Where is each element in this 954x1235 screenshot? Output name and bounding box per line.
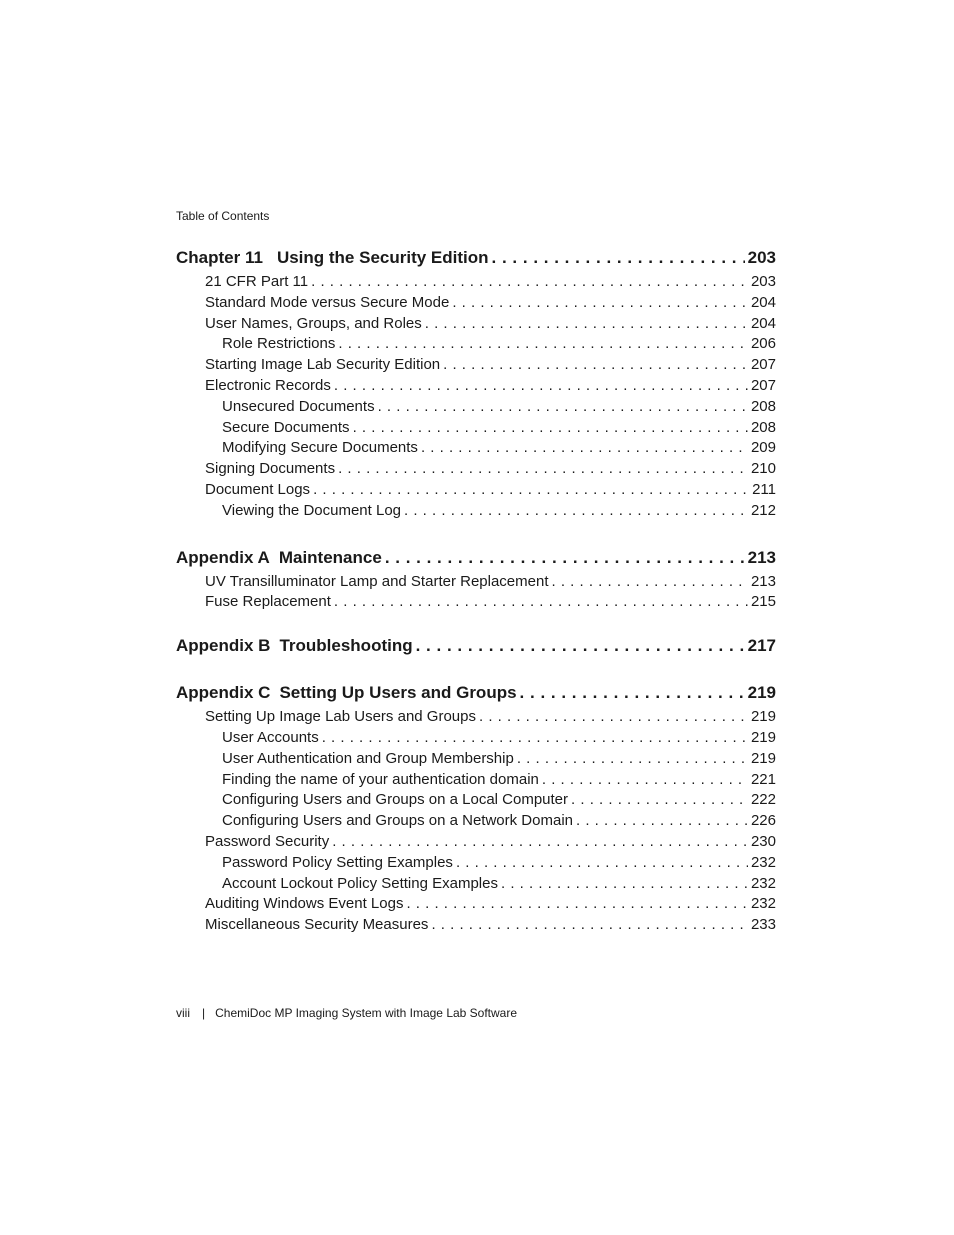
entry-page: 203: [750, 273, 776, 290]
entry-page: 226: [750, 812, 776, 830]
dot-leader: [404, 501, 748, 522]
entry-title: Configuring Users and Groups on a Local Computer: [222, 791, 569, 809]
heading-page: 203: [747, 248, 776, 267]
entry-title: User Authentication and Group Membership: [222, 749, 514, 767]
toc-entry[interactable]: [176, 501, 776, 522]
entry-page: 207: [750, 356, 776, 374]
entry-title: Auditing Windows Event Logs: [205, 895, 404, 913]
dot-leader: [552, 572, 748, 593]
entry-title: Miscellaneous Security Measures: [205, 916, 429, 934]
dot-leader: [421, 438, 748, 459]
entry-page: 232: [750, 874, 776, 892]
entry-title: UV Transilluminator Lamp and Starter Replacement: [205, 572, 549, 590]
toc-entry[interactable]: [176, 749, 776, 770]
dot-leader: [313, 480, 749, 501]
footer-page-number: viii: [176, 1006, 190, 1020]
entry-title: Account Lockout Policy Setting Examples: [222, 874, 498, 892]
dot-leader: [425, 314, 748, 335]
dot-leader: [378, 397, 748, 418]
entry-page: 204: [750, 293, 776, 311]
toc-heading[interactable]: [176, 632, 776, 660]
dot-leader: [520, 679, 745, 707]
heading-label: Appendix B: [176, 636, 271, 656]
entry-page: 230: [750, 832, 776, 850]
entry-title: Unsecured Documents: [222, 397, 375, 415]
heading-title: Setting Up Users and Groups: [279, 683, 517, 703]
entry-page: 232: [750, 895, 776, 913]
entry-page: 212: [750, 501, 776, 519]
dot-leader: [334, 592, 748, 613]
toc-entry[interactable]: [176, 438, 776, 459]
entry-page: 215: [750, 593, 776, 611]
dot-leader: [517, 749, 748, 770]
entry-page: 210: [750, 460, 776, 478]
toc-section-appendix-b: [176, 632, 776, 660]
entry-page: 219: [750, 708, 776, 726]
toc-entry[interactable]: [176, 480, 776, 501]
heading-page: 219: [747, 683, 776, 703]
entry-page: 206: [750, 335, 776, 353]
toc-heading[interactable]: [176, 244, 776, 272]
toc-entry[interactable]: [176, 592, 776, 613]
table-of-contents: [176, 244, 776, 955]
toc-section-appendix-a: [176, 544, 776, 614]
dot-leader: [385, 544, 745, 572]
dot-leader: [311, 272, 748, 293]
entry-title: Starting Image Lab Security Edition: [205, 356, 441, 374]
entry-title: Configuring Users and Groups on a Network Domain: [222, 812, 573, 830]
toc-entry[interactable]: [176, 915, 776, 936]
toc-entry[interactable]: [176, 770, 776, 791]
dot-leader: [501, 874, 748, 895]
toc-entry[interactable]: [176, 894, 776, 915]
toc-section-appendix-c: [176, 679, 776, 936]
toc-entry[interactable]: [176, 314, 776, 335]
entry-page: 233: [750, 916, 776, 934]
page-footer: [176, 1006, 517, 1020]
heading-label: Appendix A: [176, 547, 270, 567]
entry-title: 21 CFR Part 11: [205, 273, 309, 290]
entry-page: 219: [750, 728, 776, 746]
dot-leader: [416, 632, 745, 660]
toc-entry[interactable]: [176, 811, 776, 832]
entry-title: Password Policy Setting Examples: [222, 853, 453, 871]
entry-title: Fuse Replacement: [205, 593, 331, 611]
toc-entry[interactable]: [176, 853, 776, 874]
toc-heading[interactable]: [176, 544, 776, 572]
dot-leader: [406, 894, 748, 915]
entry-title: Role Restrictions: [222, 335, 336, 353]
entry-page: 221: [750, 770, 776, 788]
entry-page: 211: [752, 480, 776, 498]
heading-page: 217: [747, 636, 776, 656]
entry-title: User Accounts: [222, 728, 319, 746]
entry-title: Password Security: [205, 832, 330, 850]
dot-leader: [443, 355, 748, 376]
dot-leader: [576, 811, 748, 832]
toc-entry[interactable]: [176, 293, 776, 314]
entry-page: 204: [750, 314, 776, 332]
toc-entry[interactable]: [176, 874, 776, 895]
toc-entry[interactable]: [176, 376, 776, 397]
dot-leader: [338, 334, 748, 355]
entry-page: 232: [750, 853, 776, 871]
running-head: Table of Contents: [176, 209, 270, 223]
dot-leader: [542, 770, 748, 791]
entry-page: 207: [750, 376, 776, 394]
dot-leader: [431, 915, 748, 936]
toc-entry[interactable]: [176, 707, 776, 728]
entry-title: Electronic Records: [205, 376, 331, 394]
dot-leader: [571, 790, 748, 811]
entry-title: Finding the name of your authentication domain: [222, 770, 539, 788]
toc-entry[interactable]: [176, 397, 776, 418]
toc-section-chapter-11: [176, 244, 776, 522]
entry-page: 213: [750, 572, 776, 590]
dot-leader: [338, 459, 748, 480]
entry-title: Modifying Secure Documents: [222, 439, 418, 457]
dot-leader: [353, 418, 748, 439]
heading-title: Troubleshooting: [279, 636, 413, 656]
toc-entry[interactable]: [176, 355, 776, 376]
footer-separator: |: [202, 1006, 206, 1020]
entry-page: 222: [750, 791, 776, 809]
entry-page: 209: [750, 439, 776, 457]
heading-page: 213: [747, 547, 776, 567]
entry-page: 208: [750, 418, 776, 436]
toc-entry[interactable]: [176, 728, 776, 749]
toc-entry[interactable]: [176, 832, 776, 853]
entry-title: Viewing the Document Log: [222, 501, 402, 519]
entry-title: Signing Documents: [205, 460, 336, 478]
toc-entry[interactable]: [176, 334, 776, 355]
entry-page: 208: [750, 397, 776, 415]
toc-entry[interactable]: [176, 272, 776, 293]
heading-label: Appendix C: [176, 683, 271, 703]
toc-entry[interactable]: [176, 459, 776, 480]
entry-title: Setting Up Image Lab Users and Groups: [205, 708, 476, 726]
dot-leader: [479, 707, 748, 728]
footer-book-title: ChemiDoc MP Imaging System with Image Lab Software: [215, 1006, 518, 1020]
dot-leader: [332, 832, 748, 853]
toc-heading[interactable]: [176, 679, 776, 707]
dot-leader: [456, 853, 748, 874]
toc-entry[interactable]: [176, 790, 776, 811]
dot-leader: [322, 728, 748, 749]
entry-title: Standard Mode versus Secure Mode: [205, 293, 450, 311]
heading-title: Using the Security Edition: [276, 248, 489, 267]
toc-entry[interactable]: [176, 572, 776, 593]
dot-leader: [492, 244, 745, 272]
entry-title: Secure Documents: [222, 418, 350, 436]
heading-title: Maintenance: [278, 547, 382, 567]
entry-title: Document Logs: [205, 480, 311, 498]
dot-leader: [452, 293, 748, 314]
toc-entry[interactable]: [176, 418, 776, 439]
entry-title: User Names, Groups, and Roles: [205, 314, 422, 332]
heading-label: Chapter 11: [176, 248, 263, 267]
dot-leader: [334, 376, 748, 397]
entry-page: 219: [750, 749, 776, 767]
